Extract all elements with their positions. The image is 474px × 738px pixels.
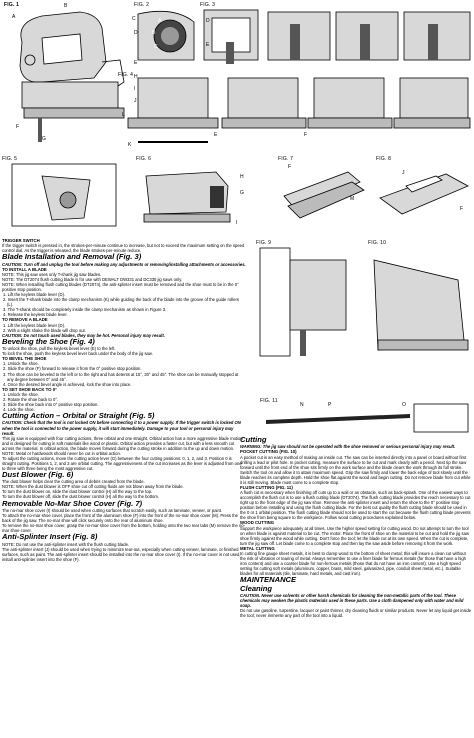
dust-off: To turn the dust blower off, slide the dust blower control (H) all the way to the bottom. <box>2 494 160 500</box>
figure-9 <box>256 240 356 360</box>
bevel-unlock: To unlock the shoe, pull the keyless bevel lever (E) to the left. <box>2 346 116 352</box>
anti-splinter-illustration <box>376 156 472 232</box>
dust-on: To turn the dust blower on, slide the dust blower control (H) all the way to the top. <box>2 489 153 495</box>
cleaning-caution: CAUTION. Never use solvents or other harsh chemicals for cleaning the non-metallic parts of the tool. These chemicals may weaken the plastic materials used in these parts. Use a cloth dampened only with water and mild soap. <box>240 593 464 609</box>
label-d: D <box>134 30 138 36</box>
bevel-step: 2. Slide the shoe (F) forward to release it from the 0° positive stop position. <box>3 366 142 372</box>
label-f: F <box>304 132 308 138</box>
pocket-body: A pocket cut is an easy method of making an inside cut. The saw can be inserted directly into a panel or board without first drilling a lead or pilot hole. In pocket cutting, measure the surface to be cut and mark clearly with a pencil. Next tip the saw forward until the front end of the shoe sits firmly on the work surface and the blade clears the work through its full stroke. Switch the tool on and allow it to attain maximum speed. Grip the saw firmly and lower the back edge of tool slowly until the blade reaches its complete depth. Hold the shoe flat against the wood and begin cutting. Do not remove blade from cut while it is still moving. Blade must come to a complete stop. <box>240 454 471 485</box>
wood-body: Support the workpiece adequately at all times. Use the higher speed setting for cutting wood. Do not attempt to turn the tool on when blade is against material to be cut. The motor. Place the front of shoe on the material to be cut and hold the jig saw shoe firmly against the wood while cutting. Don't force the tool; let the blade cut at its own speed. When the cut is complete, turn the jig saw off. Let blade come to a complete stop and then lay the saw aside before removing it from the work. <box>240 525 469 546</box>
figure-10 <box>368 240 472 360</box>
figure-title: FIG. 4 <box>118 72 134 78</box>
install-step: 1. Lift the keyless blade lever (D). <box>3 292 66 298</box>
cleaning-heading: Cleaning <box>240 583 273 593</box>
left-column <box>2 238 246 562</box>
remove-step: 2. With a slight shake the blade will drop out. <box>3 327 86 333</box>
plunge-cut-illustration <box>256 240 356 360</box>
bevel-step: 3. The shoe can be beveled to the left or to the right and has detents at 15°, 30° and 45°. The shoe can be manually stopped at any degree between 0° and 45°. <box>3 371 239 382</box>
label-i: I <box>236 220 238 226</box>
blade-clamp-illustration <box>200 2 262 64</box>
label-e: E <box>214 132 218 138</box>
cover-attach: To attach the no-mar shoe cover, place the front of the aluminum shoe (F) into the front of the no-mar shoe cover (M). Press the back of the jig saw. The no-mar shoe will click securely onto the rear of aluminum shoe. <box>2 512 239 524</box>
label-k: K <box>128 142 132 148</box>
label-e: E <box>134 60 138 66</box>
blade-caution: CAUTION: Turn off and unplug the tool before making any adjustments or removing/installing attachments or accessories. <box>2 261 246 267</box>
cover-remove: To remove the no-mar shoe cover, grasp the no-mar shoe cover from the bottom, holding onto the two rear tabs (M) remove the no-mar shoe cover. <box>2 523 245 534</box>
figure-title: FIG. 11 <box>260 398 278 404</box>
label-l: L <box>122 112 125 118</box>
bevel-step: 1. Unlock the shoe. <box>3 361 39 367</box>
figure-title: FIG. 6 <box>136 156 152 162</box>
label-f: F <box>16 124 20 130</box>
label-o: O <box>402 402 407 408</box>
label-h: H <box>240 174 244 180</box>
cutting-heading: Cutting <box>240 435 267 444</box>
figure-3 <box>200 2 262 64</box>
orbital-body-1: This jig saw is equipped with four cutting actions, three orbital and one straight. Orbital action has a more aggressive blade motion and is designed for cutting in soft materials like wood or plastic. Orbital action provides a faster cut, but with a less smooth cut across the material. In orbital action, the blade moves forward during the cutting stroke in addition to the up and down motion. <box>2 435 243 451</box>
figure-5 <box>2 156 122 232</box>
label-p: P <box>328 402 332 408</box>
remove-step: 1. Lift the keyless blade lever (D). <box>3 322 66 328</box>
right-column <box>240 436 472 618</box>
install-note-3: NOTE: When installing flush cutting blades (DT2074), the anti-splinter insert must be removed and the shoe must to be in the 0° positive stop position. <box>2 282 239 293</box>
blade-install-steps-illustration <box>266 4 472 64</box>
flush-body: A flush cut is necessary when finishing off cuts up to a wall or an obstacle, such as back-splash. One of the easiest ways to accomplish the flush cut is to use a flush cutting blade (DT2074). The flush cutting blade provides the reach necessary to cut right up to the front edge of the jig saw shoe. Remove the anti-splinter insert and return the shoe to the 0° positive stop position before installing and using the flush cutting blade. For the best cut quality the flush cutting blade should be used in the 0 or 1 orbital position. The flush cutting blade should not be used to start the cut because the flush cutting blade prevents the shoe from being square to the workpiece. Follow wood cutting procedures explained below. <box>240 490 471 521</box>
bevel-lock: To lock the shoe, push the keyless bevel lever back under the body of the jig saw. <box>2 351 153 357</box>
orbital-heading: Cutting Action – Orbital or Straight (Fig. 5) <box>2 411 155 421</box>
bevel-heading: Beveling the Shoe (Fig. 4) <box>2 336 95 346</box>
orbital-caution: CAUTION: Check that the tool is not locked ON before connecting it to a power supply. If the trigger switch is locked ON when the tool is connected to the power supply, it will start immediately. Damage to your tool or personal injury may result. <box>2 420 241 436</box>
bevel-shoe-illustration <box>118 72 472 154</box>
cover-heading: Removable No-Mar Shoe Cover (Fig. 7) <box>2 498 143 508</box>
label-g: G <box>240 190 245 196</box>
anti-heading: Anti-Splinter Insert (Fig. 8) <box>2 532 98 542</box>
label-e: E <box>206 42 210 48</box>
flush-heading: FLUSH CUTTING (FIG. 11) <box>240 484 293 490</box>
label-a: A <box>12 14 16 20</box>
figure-11 <box>260 398 472 434</box>
blade-heading: Blade Installation and Removal (Fig. 3) <box>2 252 142 262</box>
maintenance-heading: MAINTENANCE <box>240 575 297 585</box>
label-b: B <box>64 3 68 9</box>
cleaning-body: Do not use gasoline, turpentine, lacquer or paint thinner, dry cleaning fluids or similar products. Never let any liquid get inside the tool; never immerse any part of the tool into a liquid. <box>240 608 472 619</box>
bevel-step: 4. Once the desired bevel angle is achieved, lock the shoe into place. <box>3 381 132 387</box>
cutting-warning: WARNING: The jig saw should not be operated with the shoe removed or serious personal injury may result. <box>240 444 456 450</box>
reset-step: 4. Lock the shoe. <box>3 407 35 412</box>
label-f: F <box>460 206 464 212</box>
label-h: H <box>134 74 138 80</box>
anti-body: The anti-splinter insert (J) should be used when trying to minimize tear-out, especially when cutting veneer, laminate, or finished surfaces, such as paint. The anti-splinter insert should be installed into the no-mar shoe cover (I). If the no-mar cover is not used, install anti-splinter insert into the shoe (F). <box>2 546 241 562</box>
figure-3-steps <box>266 4 472 64</box>
cover-body: The no-mar shoe cover (I) should be used when cutting surfaces that scratch easily, such as laminate, veneer, or paint. <box>2 507 223 513</box>
label-c: C <box>132 16 136 22</box>
remove-heading: TO REMOVE A BLADE <box>2 317 48 323</box>
label-j: J <box>402 170 405 176</box>
reset-step: 2. Rotate the shoe back to 0°. <box>3 396 59 402</box>
label-m: M <box>350 196 355 202</box>
speed-dial-illustration <box>134 2 198 64</box>
flush-cut-illustration <box>260 398 472 434</box>
figure-2 <box>134 2 198 64</box>
reset-step: 1. Unlock the shoe. <box>3 391 39 397</box>
label-d: D <box>206 18 210 24</box>
shoe-cover-illustration <box>278 156 368 232</box>
figure-4 <box>118 72 472 154</box>
figure-7 <box>278 156 368 232</box>
figure-title: FIG. 9 <box>256 240 272 246</box>
figure-title: FIG. 2 <box>134 2 150 8</box>
figure-8 <box>376 156 472 232</box>
label-a: A <box>158 18 162 24</box>
cutting-action-illustration <box>2 156 122 232</box>
reset-heading: TO SET SHOE BACK TO 0° <box>2 386 57 392</box>
install-note-1: NOTE: This jig saw uses only T-shank jig saw blades. <box>2 271 102 277</box>
label-n: N <box>300 402 304 408</box>
figure-title: FIG. 5 <box>2 156 18 162</box>
orbital-note: NOTE: Metal or hardwoods should never be cut in orbital action. <box>2 450 121 456</box>
dust-heading: Dust Blower (Fig. 6) <box>2 469 74 479</box>
label-i: I <box>134 86 136 92</box>
pocket-heading: POCKET CUTTING (FIG. 10) <box>240 449 297 455</box>
trigger-body: If the trigger switch is pressed in, the strokes-per-minute continue to increase, but not to exceed the maximum setting on the speed control dial. As the trigger is released, the blade strokes-per-minute reduce. <box>2 243 245 254</box>
label-b: B <box>152 30 156 36</box>
pocket-cut-illustration <box>368 240 472 360</box>
install-heading: TO INSTALL A BLADE <box>2 266 47 272</box>
label-f: F <box>288 164 292 170</box>
label-g: G <box>42 136 47 142</box>
dust-body-2: NOTE: When the dust blower is OFF shoe cut off cutting fluids are not blown away from the blade. <box>2 484 184 490</box>
wood-heading: WOOD CUTTING <box>240 520 275 526</box>
bevel-subheading: TO BEVEL THE SHOE <box>2 356 47 362</box>
anti-note: NOTE: Do not use the anti-splinter insert with the flush cutting blade. <box>2 541 130 547</box>
install-step: 2. Insert the T-shank blade into the clamp mechanism (K) while guiding the back of the blade into the groove of the guide rollers (L). <box>3 297 239 308</box>
reset-step: 3. Slide the shoe back into 0° positive stop position. <box>3 401 99 407</box>
label-c: C <box>154 44 158 50</box>
trigger-heading: TRIGGER SWITCH <box>2 238 40 243</box>
remove-caution: CAUTION: Do not touch used blades, they may be hot. Personal injury may result. <box>2 332 165 338</box>
install-step: 4. Release the keyless blade lever. <box>3 312 68 318</box>
figure-title: FIG. 8 <box>376 156 392 162</box>
install-note-2: NOTE: The DT2074 flush cutting blade is for use with DEWALT DW331 and DC330 jig saws only. <box>2 277 183 282</box>
label-j: J <box>134 98 137 104</box>
figure-title: FIG. 1 <box>4 2 20 8</box>
figure-6 <box>136 156 254 232</box>
orbital-body-2: To adjust the cutting actions, move the cutting action lever (G) between the four cutting positions: 0, 1, 2, and 3. Position 0 is straight cutting. Positions 1, 2, and 3 are orbital cutting. The aggressiveness of the cut increases as the lever is adjusted from one to three with three being the most aggressive cut. <box>2 455 242 471</box>
figure-title: FIG. 10 <box>368 240 387 246</box>
install-step: 3. The T-shank should be completely inside the clamp mechanism as shown in Figure 3. <box>3 307 167 313</box>
dust-body-1: The dust blower helps clear the cutting area of debris created from the blade. <box>2 479 145 485</box>
figure-title: FIG. 3 <box>200 2 216 8</box>
metal-heading: METAL CUTTING <box>240 545 275 551</box>
figure-title: FIG. 7 <box>278 156 294 162</box>
metal-body: In cutting fine gauge sheet metals, it is best to clamp wood to the bottom of sheet metal; this will insure a clean cut without the risk of vibration or tearing of metal. Always remember to use a finer blade for ferrous metals (for those that have a high iron content) and use a coarser blade for non-ferrous metals (those that do not have an iron content). Use a high speed setting for cutting soft metals (aluminum, copper, brass, mild steel, galvanized, pipe, conduit sheet metal, etc.). Suitable blades for all materials (tile, laminate, hard metals, and cast iron). <box>240 551 467 577</box>
